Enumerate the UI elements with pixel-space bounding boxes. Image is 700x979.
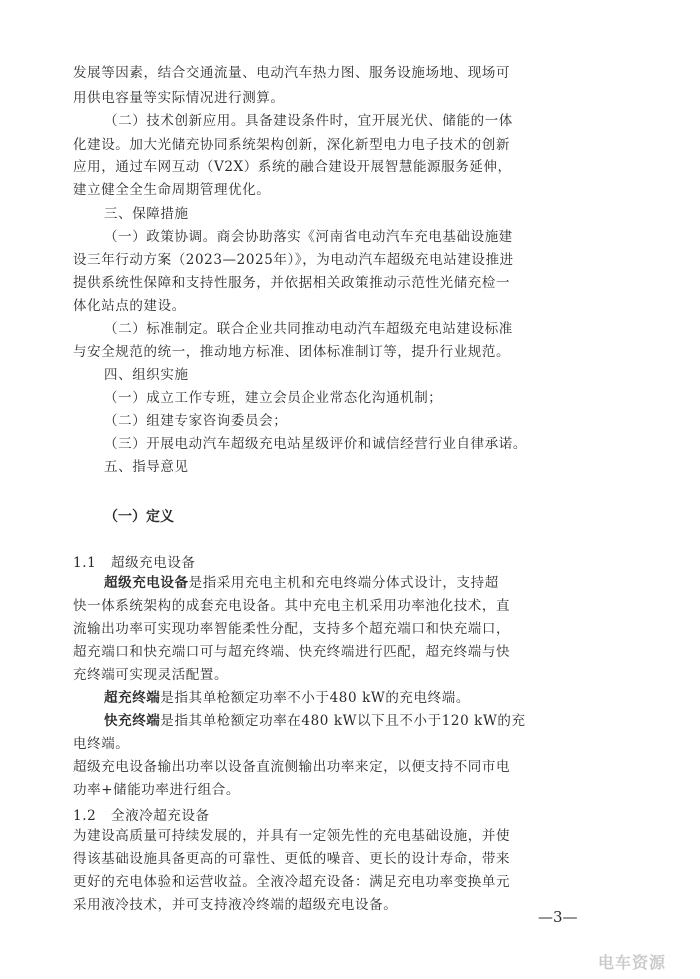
subsection-number: 1.1: [73, 555, 97, 571]
subsection-title: 全液冷超充设备: [110, 808, 210, 824]
body-line: 建立健全全生命周期管理优化。: [73, 182, 271, 198]
body-line: （二）标准制定。联合企业共同推动电动汽车超级充电站建设标准: [104, 321, 513, 337]
body-line: 采用液冷技术，并可支持液冷终端的超级充电设备。: [73, 897, 398, 913]
body-line: 为建设高质量可持续发展的，并具有一定领先性的充电基础设施，并使: [73, 828, 511, 844]
body-line: 超充端口和快充端口可与超充终端、快充终端进行匹配，超充终端与快: [73, 644, 511, 660]
body-line: 应用，通过车网互动（V2X）系统的融合建设开展智慧能源服务延伸，: [73, 159, 512, 175]
section-heading: 三、保障措施: [104, 206, 189, 222]
defined-term: 快充终端: [104, 713, 161, 729]
definition-paragraph: [104, 689, 470, 707]
body-line: 得该基础设施具备更高的可靠性、更低的噪音、更长的设计寿命，带来: [73, 851, 511, 867]
body-line: 更好的充电体验和运营收益。全液冷超充设备：满足充电功率变换单元: [73, 874, 511, 890]
subsection-heading: [73, 551, 196, 571]
section-heading: 五、指导意见: [104, 459, 189, 475]
body-line: 快一体系统架构的成套充电设备。其中充电主机采用功率池化技术，直: [73, 598, 511, 614]
body-line: 化建设。加大光储充协同系统架构创新，深化新型电力电子技术的创新: [73, 137, 511, 153]
body-line: （一）成立工作专班，建立会员企业常态化沟通机制；: [104, 390, 443, 406]
watermark: 电车资源: [598, 953, 667, 972]
body-line: 与安全规范的统一，推动地方标准、团体标准制订等，提升行业规范。: [73, 344, 511, 360]
subsection-title: 超级充电设备: [110, 555, 196, 571]
body-line: 功率+储能功率进行组合。: [73, 782, 241, 798]
body-line: 流输出功率可实现功率智能柔性分配，支持多个超充端口和快充端口，: [73, 621, 511, 637]
definition-paragraph: [104, 574, 499, 592]
definition-text: 是指采用充电主机和充电终端分体式设计，支持超: [188, 575, 499, 591]
body-line: （二）技术创新应用。具备建设条件时，宜开展光伏、储能的一体: [104, 113, 513, 129]
body-line: （二）组建专家咨询委员会；: [104, 413, 288, 429]
body-line: 发展等因素，结合交通流量、电动汽车热力图、服务设施场地、现场可: [73, 65, 511, 81]
definition-text: 是指其单枪额定功率在480 kW以下且不小于120 kW的充: [160, 713, 526, 729]
body-line: （三）开展电动汽车超级充电站星级评价和诚信经营行业自律承诺。: [104, 436, 527, 452]
body-line: 电终端。: [73, 736, 130, 752]
defined-term: 超充终端: [104, 690, 161, 706]
subsection-number: 1.2: [73, 808, 97, 824]
section-heading: 四、组织实施: [104, 367, 189, 383]
body-line: 用供电容量等实际情况进行测算。: [73, 90, 285, 106]
body-line: 超级充电设备输出功率以设备直流侧输出功率来定，以便支持不同市电: [73, 759, 511, 775]
body-line: （一）政策协调。商会协助落实《河南省电动汽车充电基础设施建: [104, 229, 513, 245]
defined-term: 超级充电设备: [104, 575, 189, 591]
body-line: 设三年行动方案（2023—2025年）》，为电动汽车超级充电站建设推进: [73, 252, 514, 268]
body-line: 体化站点的建设。: [73, 298, 186, 314]
definition-heading: （一）定义: [104, 509, 174, 525]
definition-paragraph: [104, 712, 526, 730]
subsection-heading: [73, 804, 210, 824]
page-number: —3—: [538, 908, 578, 926]
body-line: 提供系统性保障和支持性服务，并依据相关政策推动示范性光储充检一: [73, 275, 511, 291]
body-line: 充终端可实现灵活配置。: [73, 667, 229, 683]
definition-text: 是指其单枪额定功率不小于480 kW的充电终端。: [160, 690, 470, 706]
